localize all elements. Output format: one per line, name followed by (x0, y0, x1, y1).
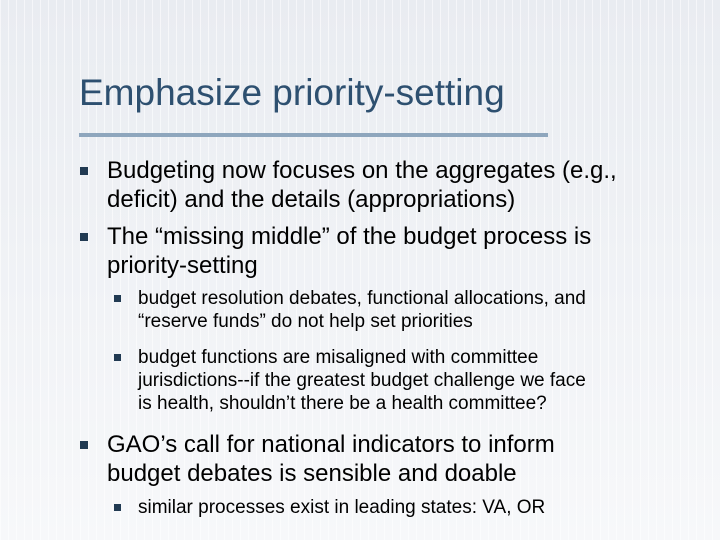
bullet-text-line: deficit) and the details (appropriations) (107, 186, 516, 213)
square-bullet-icon (80, 233, 88, 241)
bullet-text-line: jurisdictions--if the greatest budget challenge we face (138, 370, 586, 391)
bullet-level1 (107, 222, 591, 280)
square-bullet-icon (114, 504, 121, 511)
bullet-text-line: The “missing middle” of the budget process is (107, 223, 592, 250)
bullet-level2 (138, 287, 586, 333)
title-underline (79, 133, 548, 137)
bullet-text-line: priority-setting (107, 252, 258, 279)
bullet-text-line: GAO’s call for national indicators to inform (107, 431, 555, 458)
bullet-text-line: budget resolution debates, functional allocations, and (138, 288, 586, 309)
slide-title: Emphasize priority-setting (79, 72, 505, 113)
square-bullet-icon (114, 354, 121, 361)
square-bullet-icon (114, 295, 121, 302)
square-bullet-icon (80, 441, 88, 449)
bullet-level2 (138, 496, 545, 519)
bullet-text-line: budget functions are misaligned with committee (138, 347, 539, 368)
bullet-text-line: similar processes exist in leading states: VA, OR (138, 497, 546, 518)
bullet-level1 (107, 430, 555, 488)
bullet-text-line: is health, shouldn’t there be a health committee? (138, 393, 547, 414)
bullet-level2 (138, 346, 586, 415)
bullet-text-line: budget debates is sensible and doable (107, 460, 517, 487)
bullet-text-line: Budgeting now focuses on the aggregates (e.g., (107, 157, 617, 184)
bullet-level1 (107, 156, 617, 214)
bullet-text-line: “reserve funds” do not help set priorities (138, 311, 473, 332)
square-bullet-icon (80, 167, 88, 175)
